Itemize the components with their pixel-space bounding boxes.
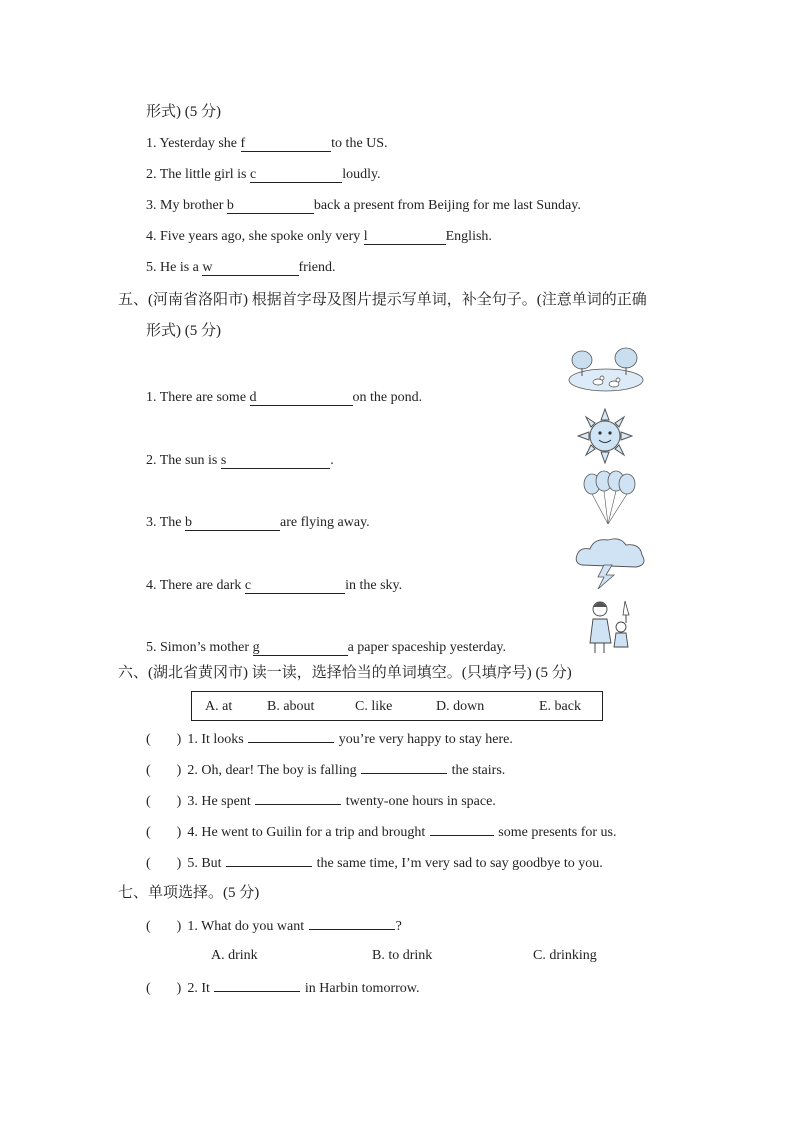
sec4-item-5: 5. He is a w friend. (146, 260, 336, 275)
sec7-q1-option-a[interactable]: A. drink (211, 948, 258, 963)
answer-blank[interactable] (248, 728, 334, 743)
sec6-item-1: ( ) 1. It looks you’re very happy to stay here. (146, 728, 513, 750)
smiling-sun-icon (577, 408, 633, 464)
storm-cloud-icon (572, 533, 648, 589)
sec7-question-2: ( ) 2. It in Harbin tomorrow. (146, 977, 419, 999)
option-c: C. like (355, 699, 393, 714)
mother-child-icon (585, 597, 635, 655)
sec7-question-1: ( ) 1. What do you want ? (146, 915, 402, 937)
section7-heading: 七、单项选择。(5 分) (118, 885, 260, 901)
answer-blank[interactable]: s (221, 453, 330, 469)
sec6-item-5: ( ) 5. But the same time, I’m very sad to say goodbye to you. (146, 852, 603, 874)
sec5-item-1: 1. There are some d on the pond. (146, 390, 423, 405)
section6-heading: 六、(湖北省黄冈市) 读一读，选择恰当的单词填空。(只填序号) (5 分) (118, 665, 572, 681)
answer-blank[interactable] (430, 821, 494, 836)
balloons-icon (582, 470, 636, 526)
answer-blank[interactable] (255, 790, 341, 805)
sec5-item-3: 3. The b are flying away. (146, 515, 370, 530)
answer-blank[interactable]: w (202, 260, 298, 276)
answer-blank[interactable]: c (250, 167, 342, 183)
answer-blank[interactable]: d (250, 390, 353, 406)
answer-blank[interactable]: g (253, 640, 348, 656)
answer-paren[interactable]: ( ) (146, 825, 182, 840)
answer-blank[interactable]: b (227, 198, 314, 214)
answer-blank[interactable]: l (364, 229, 446, 245)
section5-heading-continuation: 形式) (5 分) (146, 323, 221, 339)
answer-paren[interactable]: ( ) (146, 763, 182, 778)
sec4-item-2: 2. The little girl is c loudly. (146, 167, 381, 182)
answer-blank[interactable]: f (241, 136, 332, 152)
word-options-box (191, 691, 603, 721)
sec6-item-3: ( ) 3. He spent twenty-one hours in space. (146, 790, 496, 812)
answer-blank[interactable] (309, 915, 395, 930)
answer-paren[interactable]: ( ) (146, 981, 182, 996)
option-e: E. back (539, 699, 581, 714)
sec5-item-5: 5. Simon’s mother g a paper spaceship yesterday. (146, 640, 507, 655)
sec6-item-2: ( ) 2. Oh, dear! The boy is falling the stairs. (146, 759, 505, 781)
sec6-item-4: ( ) 4. He went to Guilin for a trip and brought some presents for us. (146, 821, 617, 843)
option-b: B. about (267, 699, 315, 714)
option-d: D. down (436, 699, 485, 714)
sec4-item-4: 4. Five years ago, she spoke only very l English. (146, 229, 492, 244)
answer-blank[interactable]: b (185, 515, 280, 531)
sec5-item-4: 4. There are dark c in the sky. (146, 578, 403, 593)
answer-paren[interactable]: ( ) (146, 794, 182, 809)
answer-paren[interactable]: ( ) (146, 732, 182, 747)
sec4-item-1: 1. Yesterday she f to the US. (146, 136, 388, 151)
sec4-item-3: 3. My brother b back a present from Beijing for me last Sunday. (146, 198, 581, 213)
section5-heading: 五、(河南省洛阳市) 根据首字母及图片提示写单词，补全句子。(注意单词的正确 (118, 292, 647, 308)
option-a: A. at (205, 699, 233, 714)
sec5-item-2: 2. The sun is s . (146, 453, 334, 468)
answer-paren[interactable]: ( ) (146, 919, 182, 934)
answer-paren[interactable]: ( ) (146, 856, 182, 871)
section4-heading-continuation: 形式) (5 分) (146, 104, 221, 120)
answer-blank[interactable] (361, 759, 447, 774)
sec7-q1-option-b[interactable]: B. to drink (372, 948, 433, 963)
answer-blank[interactable] (214, 977, 300, 992)
answer-blank[interactable] (226, 852, 312, 867)
answer-blank[interactable]: c (245, 578, 345, 594)
ducks-pond-icon (566, 346, 646, 394)
sec7-q1-option-c[interactable]: C. drinking (533, 948, 597, 963)
